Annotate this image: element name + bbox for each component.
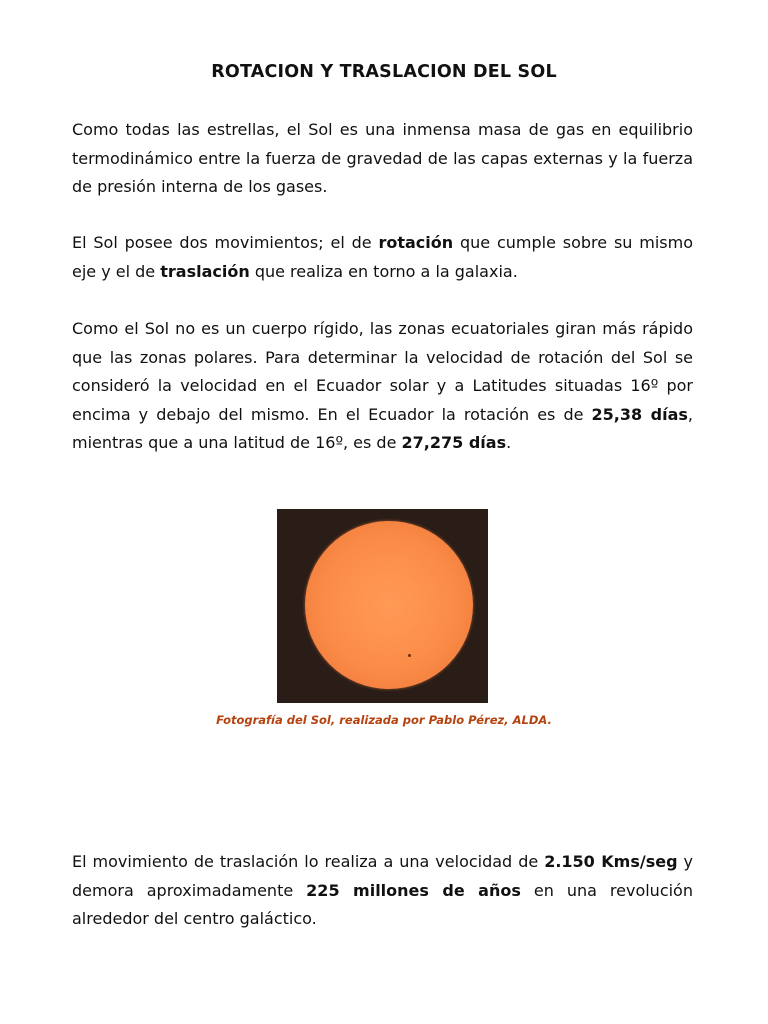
- paragraph-movements: [72, 229, 693, 286]
- text-segment: .: [506, 433, 512, 452]
- paragraph-intro-text: Como todas las estrellas, el Sol es una inmensa masa de gas en equilibrio termodinámico entre la fuerza de gravedad de las capas externas y la fuerza de presión interna de los gases.: [72, 120, 693, 196]
- paragraph-intro: [72, 116, 693, 202]
- text-segment: Como el Sol no es un cuerpo rígido, las zonas ecuatoriales giran más rápido que las zonas polares. Para determinar la velocidad de rotación del Sol se consideró la velocidad en el Ecuador solar y a Latitudes situadas 16º por encima y debajo del mismo. En el Ecuador la rotación es de: [72, 319, 693, 424]
- text-segment: que realiza en torno a la galaxia.: [249, 261, 518, 281]
- sunspot: [408, 654, 411, 657]
- sun-photo: [277, 509, 488, 703]
- bold-equator-rotation: 25,38 días: [591, 404, 688, 424]
- document-title: ROTACION Y TRASLACION DEL SOL: [211, 62, 557, 82]
- sun-disk: [305, 521, 473, 689]
- paragraph-translation: [72, 848, 693, 934]
- photo-caption: Fotografía del Sol, realizada por Pablo Pérez, ALDA.: [216, 713, 552, 727]
- text-segment: y demora aproximadamente: [72, 852, 693, 900]
- text-segment: , mientras que a una latitud de 16º, es de: [72, 404, 693, 452]
- bold-latitude-rotation: 27,275 días: [401, 433, 507, 452]
- bold-traslacion: traslación: [160, 261, 250, 281]
- bold-speed: 2.150 Kms/seg: [544, 852, 678, 871]
- text-segment: El Sol posee dos movimientos; el de: [72, 233, 379, 252]
- bold-period: 225 millones de años: [306, 880, 521, 900]
- text-segment: El movimiento de traslación lo realiza a una velocidad de: [72, 852, 545, 871]
- text-segment: en una revolución alrededor del centro galáctico.: [72, 880, 693, 928]
- paragraph-rotation: [72, 315, 693, 458]
- bold-rotacion: rotación: [378, 233, 454, 252]
- text-segment: que cumple sobre su mismo eje y el de: [72, 233, 694, 281]
